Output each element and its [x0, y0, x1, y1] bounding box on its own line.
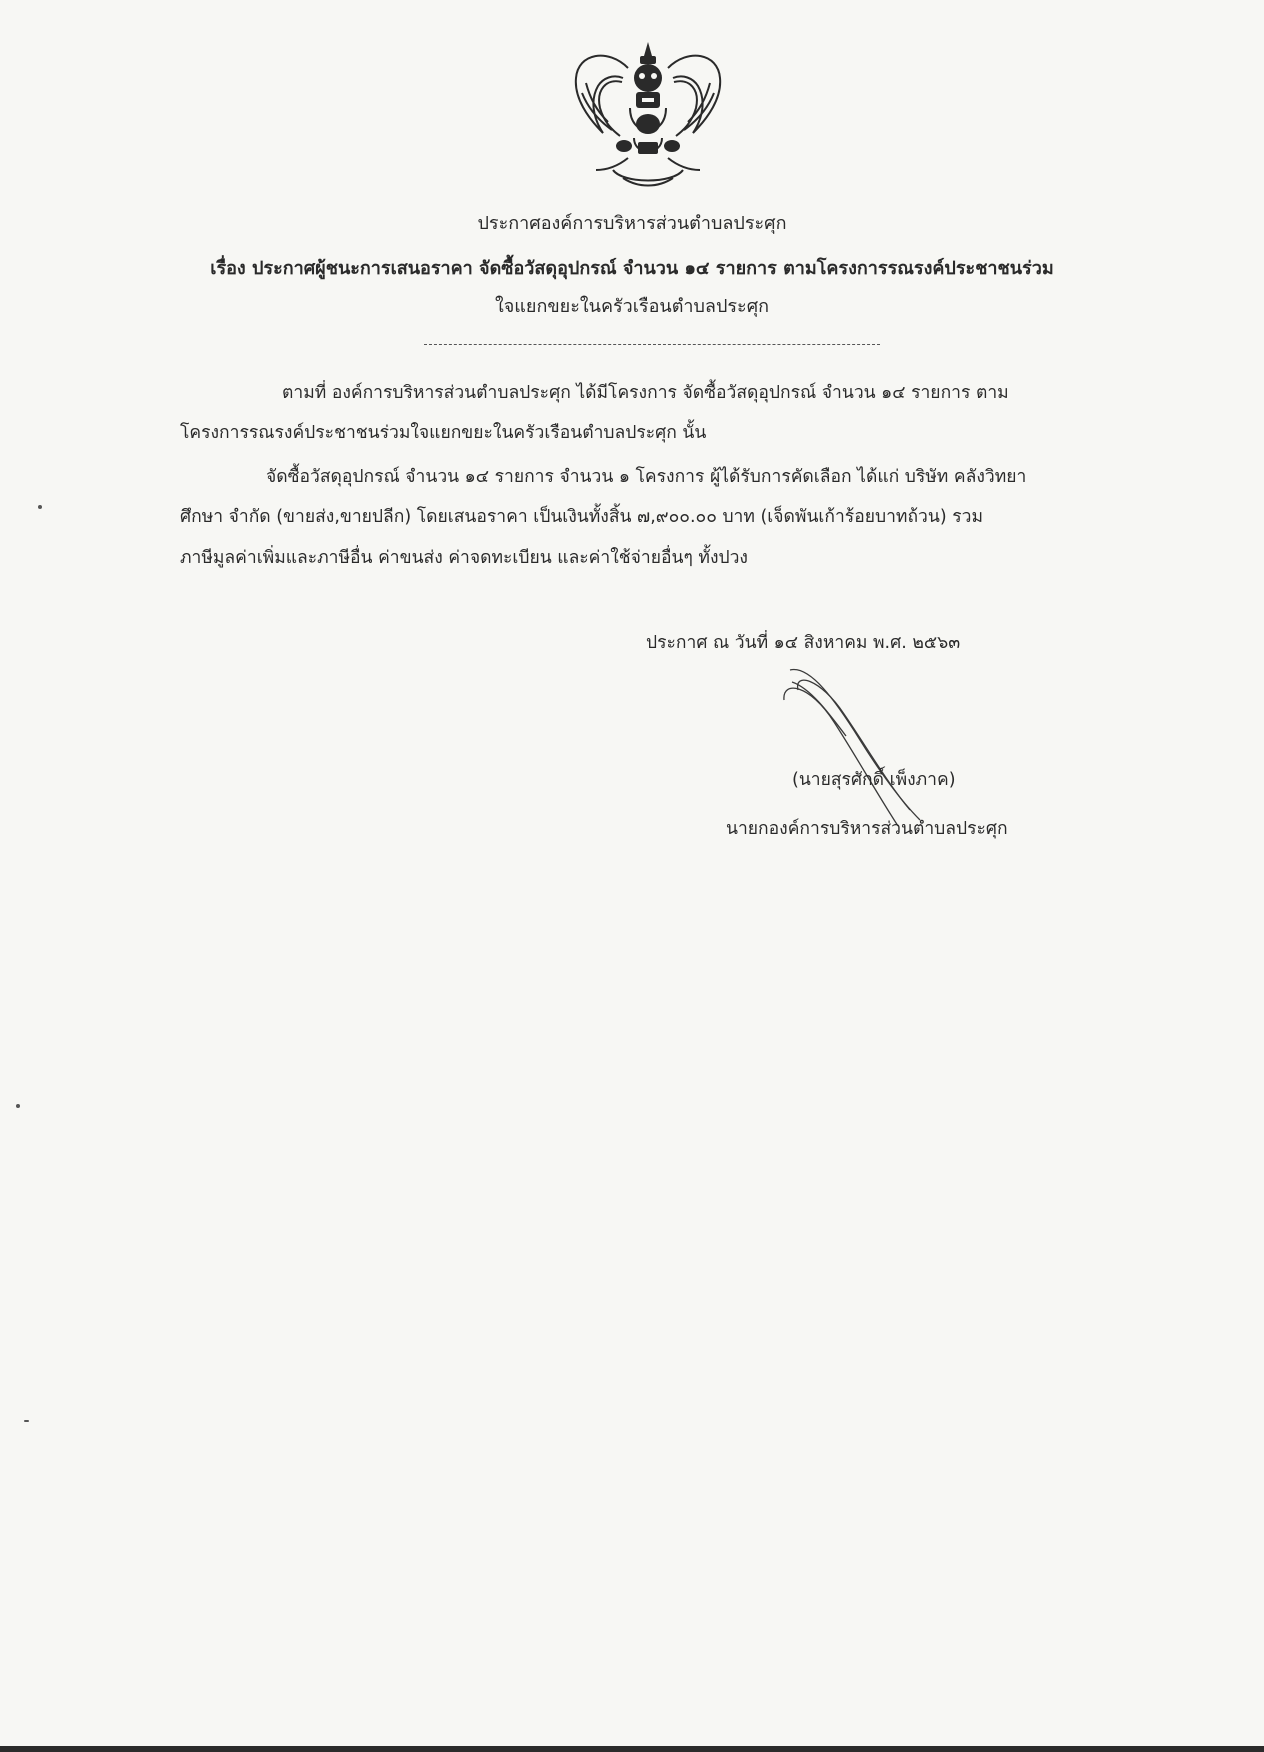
scan-speck: [38, 505, 42, 509]
announcement-title: ประกาศองค์การบริหารส่วนตำบลประศุก: [477, 213, 787, 234]
subject-line-2: ใจแยกขยะในครัวเรือนตำบลประศุก: [494, 296, 770, 317]
paragraph-2-line-1: จัดซื้อวัสดุอุปกรณ์ จำนวน ๑๔ รายการ จำนวน ๑ โครงการ ผู้ได้รับการคัดเลือก ได้แก่ บริษัท คลังวิทยา: [266, 467, 1027, 487]
scan-speck: [16, 1104, 20, 1108]
signer-position: นายกองค์การบริหารส่วนตำบลประศุก: [726, 819, 1008, 839]
garuda-emblem-icon: [568, 38, 728, 194]
paragraph-2-line-2: ศึกษา จำกัด (ขายส่ง,ขายปลีก) โดยเสนอราคา เป็นเงินทั้งสิ้น ๗,๙๐๐.๐๐ บาท (เจ็ดพันเก้าร้อยบาทถ้วน) รวม: [180, 507, 983, 527]
scan-speck: [24, 1420, 29, 1422]
paragraph-2-line-3: ภาษีมูลค่าเพิ่มและภาษีอื่น ค่าขนส่ง ค่าจดทะเบียน และค่าใช้จ่ายอื่นๆ ทั้งปวง: [180, 548, 748, 568]
scan-edge: [0, 1746, 1264, 1752]
announcement-date: ประกาศ ณ วันที่ ๑๔ สิงหาคม พ.ศ. ๒๕๖๓: [646, 633, 961, 653]
paragraph-1-line-2: โครงการรณรงค์ประชาชนร่วมใจแยกขยะในครัวเรือนตำบลประศุก นั้น: [180, 423, 707, 443]
signer-name: (นายสุรศักดิ์ เพ็งภาค): [792, 770, 956, 790]
paragraph-1-line-1: ตามที่ องค์การบริหารส่วนตำบลประศุก ได้มีโครงการ จัดซื้อวัสดุอุปกรณ์ จำนวน ๑๔ รายการ ตาม: [282, 383, 1009, 403]
divider-rule: [424, 344, 880, 345]
subject-line-1: เรื่อง ประกาศผู้ชนะการเสนอราคา จัดซื้อวัสดุอุปกรณ์ จำนวน ๑๔ รายการ ตามโครงการรณรงค์ประชาชนร่วม: [210, 258, 1054, 279]
